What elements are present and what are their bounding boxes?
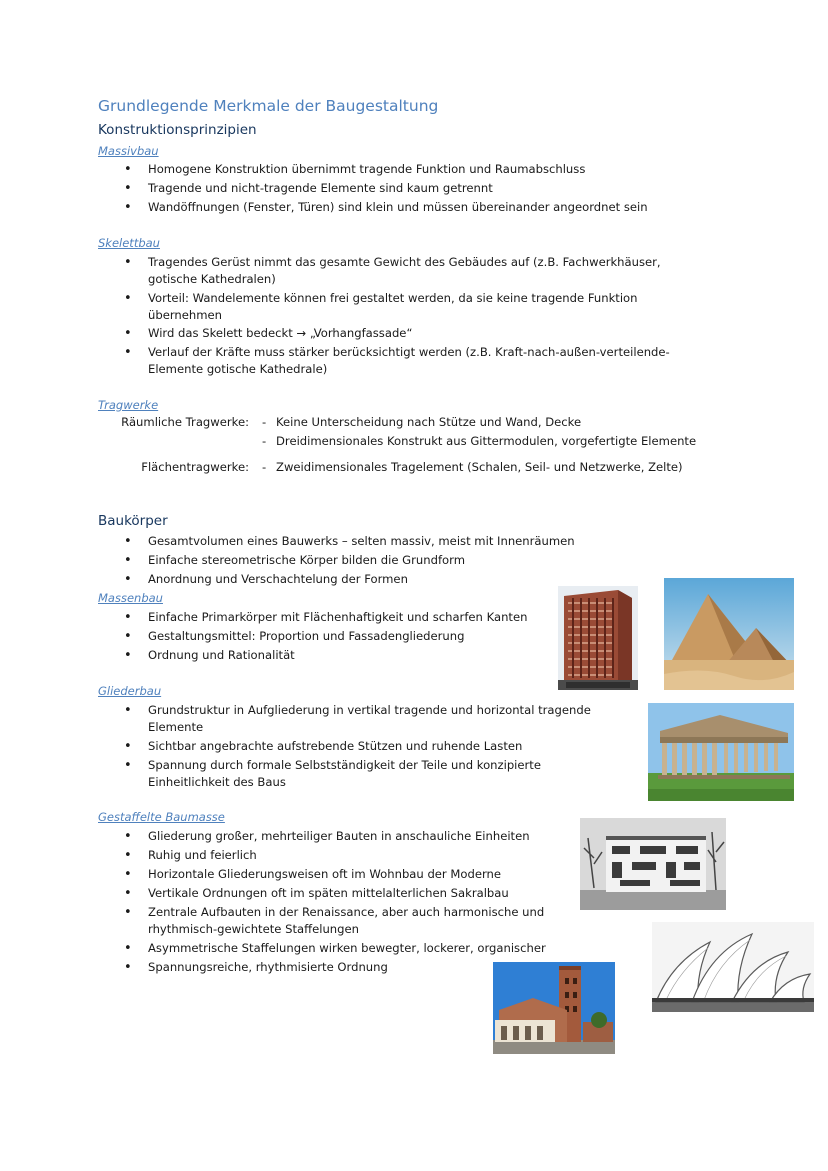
list-item: • Tragende und nicht-tragende Elemente sind kaum getrennt	[124, 180, 744, 197]
tragwerke-flaechen-label: Flächentragwerke:	[141, 460, 249, 474]
subheading-skelettbau: Skelettbau	[98, 236, 160, 250]
list-item: • Homogene Konstruktion übernimmt tragende Funktion und Raumabschluss	[124, 161, 744, 178]
list-item: • Tragendes Gerüst nimmt das gesamte Gewicht des Gebäudes auf (z.B. Fachwerkhäuser, gotische Kathedralen)	[124, 254, 704, 288]
modern-housing-photo	[580, 818, 726, 910]
sydney-opera-house-photo	[652, 922, 814, 1012]
parthenon-photo	[648, 703, 794, 801]
subheading-massivbau: Massivbau	[98, 144, 159, 158]
tragwerke-raeumlich-label: Räumliche Tragwerke:	[121, 415, 249, 429]
list-item: • Wandöffnungen (Fenster, Türen) sind klein und müssen übereinander angeordnet sein	[124, 199, 744, 216]
list-item: • Einfache Primarkörper mit Flächenhaftigkeit und scharfen Kanten	[124, 609, 564, 626]
list-item: • Gestaltungsmittel: Proportion und Fassadengliederung	[124, 628, 564, 645]
skyscraper-photo	[558, 586, 638, 690]
list-item: • Sichtbar angebrachte aufstrebende Stützen und ruhende Lasten	[124, 738, 624, 755]
basilica-tower-photo	[493, 962, 615, 1054]
list-item: • Horizontale Gliederungsweisen oft im Wohnbau der Moderne	[124, 866, 574, 883]
subheading-massenbau: Massenbau	[98, 591, 163, 605]
list-item: • Anordnung und Verschachtelung der Formen	[124, 571, 684, 588]
document-title: Grundlegende Merkmale der Baugestaltung	[98, 97, 439, 115]
list-item: • Grundstruktur in Aufgliederung in vertikal tragende und horizontal tragende Elemente	[124, 702, 624, 736]
list-item: • Spannung durch formale Selbstständigkeit der Teile und konzipierte Einheitlichkeit des Baus	[124, 757, 594, 791]
list-item: • Ordnung und Rationalität	[124, 647, 564, 664]
list-item: • Wird das Skelett bedeckt → „Vorhangfassade“	[124, 325, 704, 342]
subheading-gestaffelte-baumasse: Gestaffelte Baumasse	[98, 810, 225, 824]
list-item: • Einfache stereometrische Körper bilden die Grundform	[124, 552, 684, 569]
list-item: • Ruhig und feierlich	[124, 847, 574, 864]
subheading-gliederbau: Gliederbau	[98, 684, 162, 698]
list-item: • Gesamtvolumen eines Bauwerks – selten massiv, meist mit Innenräumen	[124, 533, 684, 550]
list-item: • Spannungsreiche, rhythmisierte Ordnung	[124, 959, 574, 976]
list-item: • Asymmetrische Staffelungen wirken bewegter, lockerer, organischer	[124, 940, 574, 957]
tragwerke-raeumlich-item: - Dreidimensionales Konstrukt aus Gittermodulen, vorgefertigte Elemente	[262, 434, 696, 448]
list-item: • Vertikale Ordnungen oft im späten mittelalterlichen Sakralbau	[124, 885, 574, 902]
tragwerke-raeumlich-item: - Keine Unterscheidung nach Stütze und Wand, Decke	[262, 415, 581, 429]
tragwerke-flaechen-item: - Zweidimensionales Tragelement (Schalen, Seil- und Netzwerke, Zelte)	[262, 460, 683, 474]
list-item: • Vorteil: Wandelemente können frei gestaltet werden, da sie keine tragende Funktion übernehmen	[124, 290, 694, 324]
list-item: • Zentrale Aufbauten in der Renaissance, aber auch harmonische und rhythmisch-gewichtete Staffelungen	[124, 904, 574, 938]
subheading-tragwerke: Tragwerke	[98, 398, 159, 412]
heading-konstruktionsprinzipien: Konstruktionsprinzipien	[98, 122, 257, 138]
list-item: • Gliederung großer, mehrteiliger Bauten in anschauliche Einheiten	[124, 828, 574, 845]
list-item: • Verlauf der Kräfte muss stärker berücksichtigt werden (z.B. Kraft-nach-außen-verteilende-Elemente gotische Kathedrale)	[124, 344, 724, 378]
heading-baukoerper: Baukörper	[98, 513, 168, 529]
pyramids-photo	[664, 578, 794, 690]
